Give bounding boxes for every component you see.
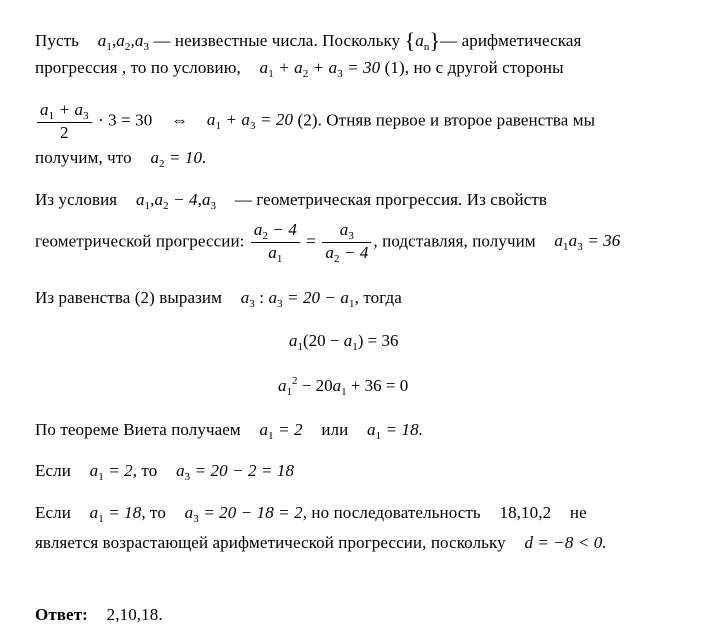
- answer-label: Ответ:: [35, 605, 88, 624]
- math-a3: $a_3$: [240, 288, 255, 310]
- math-fraction-a2-4-over-a1: $\frac{a_2 - 4}{a_1}$: [251, 220, 300, 265]
- math-a1-equals-2: $a_1 = 2$: [89, 461, 133, 483]
- paragraph-3-line-1: [35, 288, 402, 308]
- paragraph-1-line-4: [35, 148, 206, 168]
- text-pust: Пусть: [35, 31, 80, 50]
- paragraph-1-line-3: [35, 100, 595, 143]
- text-if-2: Если: [35, 503, 71, 522]
- math-a1-2: $a_1 = 2$: [259, 420, 303, 442]
- paragraph-2-line-2: [35, 220, 620, 265]
- paragraph-2-line-1: [35, 190, 547, 210]
- text-from-equality: Из равенства (2) выразим: [35, 288, 222, 307]
- math-geometric-terms: $a_1,a_2 - 4,a_3$: [135, 190, 217, 212]
- text-unknown-numbers: — неизвестные числа. Поскольку: [153, 31, 401, 50]
- math-a1-equals-18: $a_1 = 18$: [89, 503, 142, 525]
- text-colon: :: [259, 288, 265, 307]
- text-geometric-properties: геометрической прогрессии:: [35, 231, 245, 251]
- text-other-side: но с другой стороны: [413, 58, 564, 77]
- answer-value: 2,10,18.: [106, 605, 163, 624]
- text-arithmetic: — арифметическая: [440, 31, 582, 50]
- text-geometric-progression: — геометрическая прогрессия. Из свойств: [234, 190, 548, 209]
- equation-product: $a_1(20 - a_1) = 36$: [289, 331, 399, 353]
- math-a1-a2-a3: $a_1,a_2,a_3$: [97, 31, 150, 53]
- math-a3-2: $a_3 = 20 - 18 = 2$: [184, 503, 303, 525]
- math-a2-10: $a_2 = 10$.: [150, 148, 207, 170]
- text-then-3: , то: [141, 503, 166, 522]
- text-sequence-values: 18,10,2: [499, 503, 552, 522]
- math-fraction-a3-over-a2-4: $\frac{a_3}{a_2 - 4}$: [322, 220, 371, 265]
- equivalence-symbol: ⇔: [171, 110, 189, 130]
- paragraph-4: [35, 420, 423, 440]
- math-sequence-an: $\{a_n\}$: [404, 28, 441, 53]
- text-subtract: (2). Отняв первое и второе равенства мы: [297, 110, 596, 130]
- math-times-3: · 3 = 30: [98, 110, 153, 130]
- math-fraction-a1-a3: $\frac{a_1 + a_3}{2}$: [37, 100, 92, 143]
- math-d-negative: d = −8 < 0.: [524, 533, 607, 552]
- math-a1-a3-20: $a_1 + a_3 = 20$: [206, 110, 294, 133]
- paragraph-1-line-1: [35, 28, 581, 54]
- paragraph-6-line-1: [35, 503, 587, 523]
- text-substituting: , подставляя, получим: [373, 231, 536, 251]
- answer-line: [35, 605, 163, 625]
- text-from-condition: Из условия: [35, 190, 118, 209]
- paragraph-1-line-2: [35, 58, 564, 78]
- text-but-sequence: , но последовательность: [302, 503, 481, 522]
- text-not-increasing: является возрастающей арифметической прогрессии, поскольку: [35, 533, 506, 552]
- text-vieta: По теореме Виета получаем: [35, 420, 241, 439]
- math-a3-18: $a_3 = 20 - 2 = 18$: [176, 461, 295, 483]
- text-label-1: (1),: [384, 58, 410, 77]
- text-not: не: [569, 503, 587, 522]
- math-a3-expression: $a_3 = 20 - a_1$: [268, 288, 355, 310]
- text-we-get: получим, что: [35, 148, 132, 167]
- equation-quadratic: $a_1^2 - 20a_1 + 36 = 0$: [278, 375, 409, 398]
- paragraph-6-line-2: [35, 533, 607, 553]
- math-sum-equation: $a_1 + a_2 + a_3 = 30$: [259, 58, 381, 80]
- math-equals: =: [306, 231, 316, 251]
- text-then-2: , то: [132, 461, 158, 480]
- text-then: , тогда: [354, 288, 402, 307]
- paragraph-5: [35, 461, 294, 481]
- text-progression-condition: прогрессия , то по условию,: [35, 58, 241, 77]
- text-or: или: [321, 420, 349, 439]
- text-if: Если: [35, 461, 71, 480]
- math-a1-18: $a_1 = 18$.: [367, 420, 424, 442]
- math-a1a3-36: $a_1a_3 = 36$: [554, 231, 621, 254]
